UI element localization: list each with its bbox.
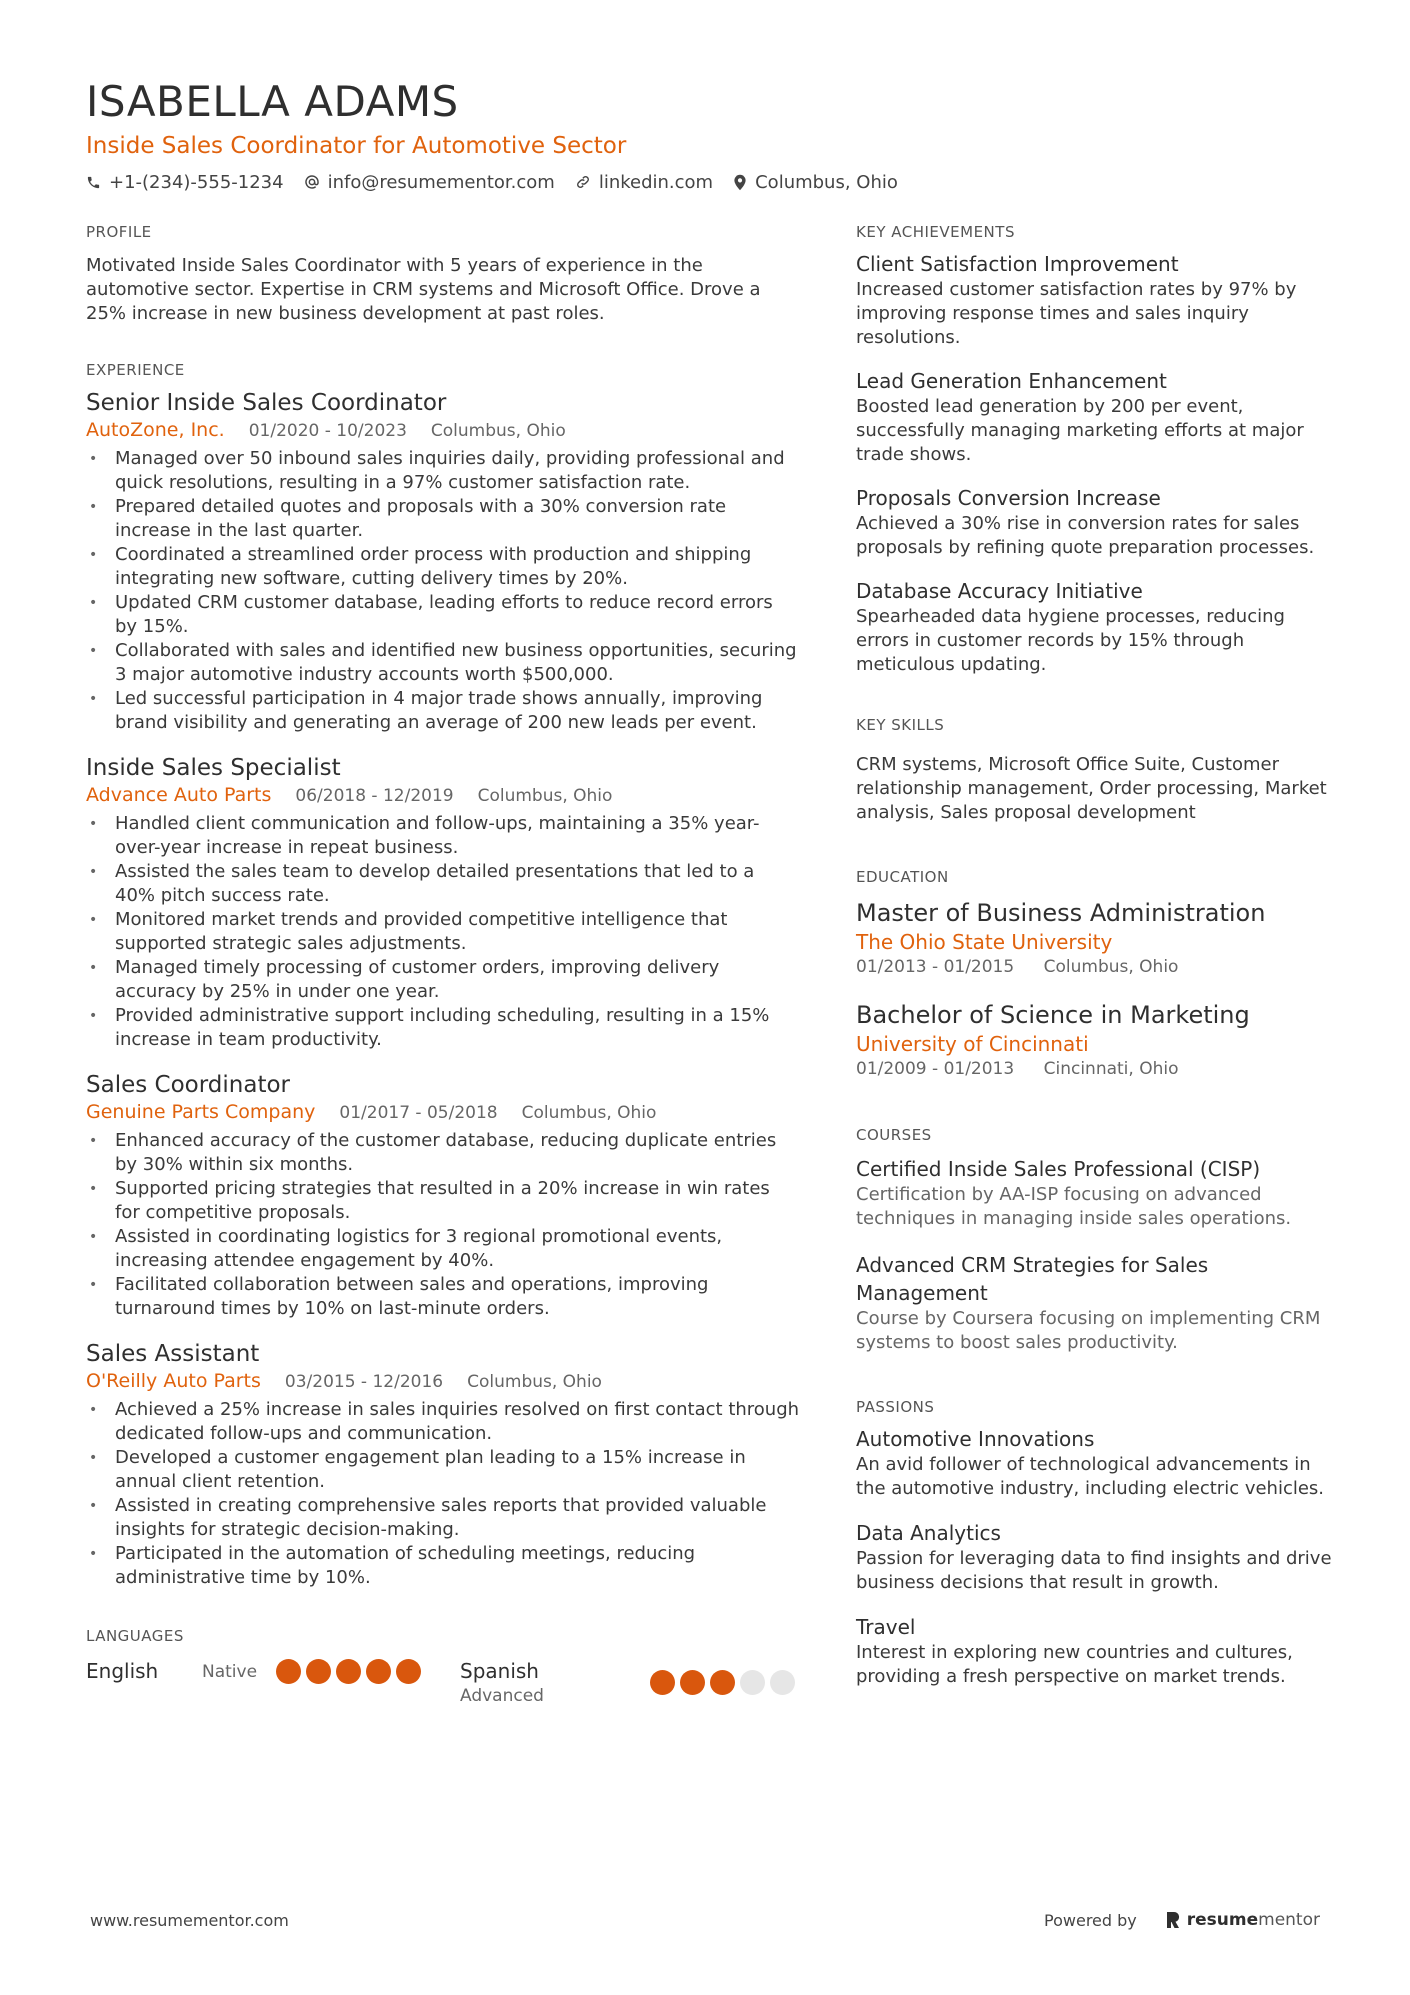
brand-rest: mentor	[1258, 1910, 1320, 1930]
experience-entry	[86, 1339, 800, 1590]
powered-by-text: Powered by	[1044, 1910, 1137, 1930]
achievement-title: Client Satisfaction Improvement	[856, 252, 1179, 276]
job-meta	[86, 1369, 800, 1394]
candidate-name: ISABELLA ADAMS	[86, 77, 459, 126]
skills-text: CRM systems, Microsoft Office Suite, Customer relationship management, Order processing, Market analysis, Sales proposal development	[856, 754, 1327, 823]
job-meta	[86, 1100, 800, 1125]
job-dates: 03/2015 - 12/2016	[284, 1372, 444, 1392]
language-name: English	[86, 1659, 159, 1683]
job-location: Columbus, Ohio	[477, 786, 613, 806]
contact-linkedin[interactable]	[575, 172, 713, 193]
passion-item	[856, 1519, 1336, 1595]
job-bullets	[86, 447, 800, 735]
job-dates: 01/2020 - 10/2023	[248, 421, 407, 441]
footer-url[interactable]: www.resumementor.com	[90, 1910, 289, 1930]
contact-phone-text: +1-(234)-555-1234	[109, 171, 284, 193]
achievement-item	[856, 250, 1336, 350]
languages-heading: LANGUAGES	[86, 1627, 184, 1645]
achievement-desc: Increased customer satisfaction rates by 97% by improving response times and sales inquiry resolutions.	[856, 279, 1297, 348]
experience-entry	[86, 388, 800, 735]
company-name: Advance Auto Parts	[86, 784, 272, 806]
school-name: University of Cincinnati	[856, 1032, 1089, 1056]
education-dates: 01/2013 - 01/2015	[856, 957, 1015, 977]
experience-entry	[86, 753, 800, 1052]
job-bullets	[86, 812, 800, 1052]
passion-desc: An avid follower of technological advancements in the automotive industry, including electric vehicles.	[856, 1454, 1325, 1499]
rating-dot-filled	[650, 1670, 675, 1695]
profile-heading: PROFILE	[86, 223, 152, 241]
languages-row	[86, 1658, 800, 1708]
left-column	[86, 222, 800, 1708]
education-heading: EDUCATION	[856, 868, 949, 886]
education-location: Columbus, Ohio	[1043, 957, 1179, 977]
language-level: Advanced	[460, 1686, 544, 1706]
degree-title: Master of Business Administration	[856, 899, 1266, 927]
job-dates: 06/2018 - 12/2019	[295, 786, 454, 806]
bullet-item: • Collaborated with sales and identified new business opportunities, securing 3 major automotive industry accounts worth $500,000.	[86, 639, 800, 687]
language-text	[460, 1658, 650, 1708]
passion-title: Automotive Innovations	[856, 1427, 1095, 1451]
contact-email-text: info@resumementor.com	[327, 171, 555, 193]
job-meta	[86, 418, 800, 443]
bullet-item: • Coordinated a streamlined order process with production and shipping integrating new software, cutting delivery times by 20%.	[86, 543, 800, 591]
language-level: Native	[202, 1662, 258, 1682]
course-item	[856, 1251, 1336, 1355]
contact-location	[733, 172, 898, 193]
experience-heading: EXPERIENCE	[86, 361, 185, 379]
company-name: O'Reilly Auto Parts	[86, 1370, 261, 1392]
phone-icon	[86, 175, 101, 190]
rating-dot-filled	[306, 1659, 331, 1684]
bullet-item: • Managed over 50 inbound sales inquiries daily, providing professional and quick resolutions, resulting in a 97% customer satisfaction rate.	[86, 447, 800, 495]
achievement-desc: Achieved a 30% rise in conversion rates for sales proposals by refining quote preparation processes.	[856, 513, 1315, 558]
job-title: Senior Inside Sales Coordinator	[86, 390, 447, 416]
language-rating	[276, 1658, 426, 1684]
link-icon	[575, 174, 591, 190]
contact-row	[86, 168, 1326, 196]
passion-desc: Interest in exploring new countries and cultures, providing a fresh perspective on market trends.	[856, 1642, 1293, 1687]
bullet-item: • Handled client communication and follow-ups, maintaining a 35% year-over-year increase in repeat business.	[86, 812, 800, 860]
bullet-item: • Assisted the sales team to develop detailed presentations that led to a 40% pitch success rate.	[86, 860, 800, 908]
powered-by	[1044, 1910, 1320, 1930]
rating-dot-empty	[740, 1670, 765, 1695]
courses-heading: COURSES	[856, 1126, 932, 1144]
achievements-section	[856, 222, 1336, 677]
bullet-item: • Provided administrative support including scheduling, resulting in a 15% increase in team productivity.	[86, 1004, 800, 1052]
experience-section	[86, 360, 800, 1590]
job-bullets	[86, 1129, 800, 1321]
language-item	[460, 1658, 800, 1708]
achievement-title: Database Accuracy Initiative	[856, 579, 1143, 603]
company-name: AutoZone, Inc.	[86, 419, 225, 441]
language-name: Spanish	[460, 1659, 539, 1683]
job-title: Sales Coordinator	[86, 1072, 290, 1098]
passions-section	[856, 1397, 1336, 1689]
bullet-item: • Assisted in coordinating logistics for 3 regional promotional events, increasing attendee engagement by 40%.	[86, 1225, 800, 1273]
contact-location-text: Columbus, Ohio	[755, 171, 898, 193]
language-text	[86, 1658, 202, 1684]
profile-text: Motivated Inside Sales Coordinator with 5 years of experience in the automotive sector. Expertise in CRM systems and Microsoft Office. Drove a 25% increase in new business development at past roles.	[86, 255, 761, 324]
bullet-item: • Developed a customer engagement plan leading to a 15% increase in annual client retention.	[86, 1446, 800, 1494]
bullet-item: • Managed timely processing of customer orders, improving delivery accuracy by 25% in under one year.	[86, 956, 800, 1004]
rating-dot-filled	[710, 1670, 735, 1695]
achievement-item	[856, 484, 1336, 560]
skills-section	[856, 715, 1336, 825]
achievement-title: Proposals Conversion Increase	[856, 486, 1161, 510]
course-desc: Certification by AA-ISP focusing on advanced techniques in managing inside sales operations.	[856, 1184, 1292, 1229]
language-item	[86, 1658, 460, 1684]
school-name: The Ohio State University	[856, 930, 1113, 954]
passion-title: Travel	[856, 1615, 916, 1639]
skills-heading: KEY SKILLS	[856, 716, 945, 734]
job-location: Columbus, Ohio	[521, 1103, 657, 1123]
bullet-item: • Supported pricing strategies that resulted in a 20% increase in win rates for competitive proposals.	[86, 1177, 800, 1225]
language-rating	[650, 1658, 800, 1695]
job-title: Sales Assistant	[86, 1341, 260, 1367]
rating-dot-filled	[396, 1659, 421, 1684]
achievement-item	[856, 367, 1336, 467]
company-name: Genuine Parts Company	[86, 1101, 316, 1123]
achievement-desc: Spearheaded data hygiene processes, reducing errors in customer records by 15% through meticulous updating.	[856, 606, 1285, 675]
education-location: Cincinnati, Ohio	[1043, 1059, 1179, 1079]
right-column	[856, 222, 1336, 1689]
bullet-item: • Participated in the automation of scheduling meetings, reducing administrative time by 10%.	[86, 1542, 800, 1590]
resumementor-logo-icon	[1165, 1911, 1181, 1929]
brand-logo[interactable]	[1165, 1910, 1320, 1930]
bullet-item: • Monitored market trends and provided competitive intelligence that supported strategic sales adjustments.	[86, 908, 800, 956]
languages-section	[86, 1626, 800, 1708]
passions-heading: PASSIONS	[856, 1398, 935, 1416]
education-meta	[856, 1057, 1336, 1081]
passion-item	[856, 1425, 1336, 1501]
job-location: Columbus, Ohio	[467, 1372, 602, 1392]
education-dates: 01/2009 - 01/2013	[856, 1059, 1015, 1079]
job-dates: 01/2017 - 05/2018	[339, 1103, 498, 1123]
bullet-item: • Achieved a 25% increase in sales inquiries resolved on first contact through dedicated follow-ups and communication.	[86, 1398, 800, 1446]
achievement-title: Lead Generation Enhancement	[856, 369, 1167, 393]
education-meta	[856, 955, 1336, 979]
candidate-title: Inside Sales Coordinator for Automotive Sector	[86, 133, 627, 159]
course-title: Advanced CRM Strategies for Sales Management	[856, 1253, 1209, 1305]
at-icon	[304, 174, 320, 190]
job-bullets	[86, 1398, 800, 1590]
passion-item	[856, 1613, 1336, 1689]
bullet-item: • Prepared detailed quotes and proposals with a 30% conversion rate increase in the last quarter.	[86, 495, 800, 543]
job-location: Columbus, Ohio	[430, 421, 566, 441]
bullet-item: • Enhanced accuracy of the customer database, reducing duplicate entries by 30% within six months.	[86, 1129, 800, 1177]
contact-linkedin-text: linkedin.com	[598, 171, 714, 193]
rating-dot-filled	[680, 1670, 705, 1695]
rating-dot-filled	[366, 1659, 391, 1684]
brand-bold: resume	[1186, 1910, 1259, 1930]
bullet-item: • Facilitated collaboration between sales and operations, improving turnaround times by 10% on last-minute orders.	[86, 1273, 800, 1321]
achievement-item	[856, 577, 1336, 677]
bullet-item: • Updated CRM customer database, leading efforts to reduce record errors by 15%.	[86, 591, 800, 639]
contact-phone[interactable]	[86, 172, 284, 193]
rating-dot-filled	[336, 1659, 361, 1684]
rating-dot-filled	[276, 1659, 301, 1684]
course-desc: Course by Coursera focusing on implementing CRM systems to boost sales productivity.	[856, 1308, 1321, 1353]
bullet-item: • Assisted in creating comprehensive sales reports that provided valuable insights for strategic decision-making.	[86, 1494, 800, 1542]
achievement-desc: Boosted lead generation by 200 per event, successfully managing marketing efforts at major trade shows.	[856, 396, 1304, 465]
job-title: Inside Sales Specialist	[86, 755, 341, 781]
course-item	[856, 1155, 1336, 1231]
degree-title: Bachelor of Science in Marketing	[856, 1001, 1250, 1029]
passion-title: Data Analytics	[856, 1521, 1001, 1545]
education-section	[856, 867, 1336, 1081]
education-item	[856, 999, 1336, 1081]
rating-dot-empty	[770, 1670, 795, 1695]
passion-desc: Passion for leveraging data to find insights and drive business decisions that result in growth.	[856, 1548, 1332, 1593]
education-item	[856, 897, 1336, 979]
bullet-item: • Led successful participation in 4 major trade shows annually, improving brand visibility and generating an average of 200 new leads per event.	[86, 687, 800, 735]
page-footer	[90, 1910, 1320, 1930]
contact-email[interactable]	[304, 172, 555, 193]
profile-section	[86, 222, 800, 326]
course-title: Certified Inside Sales Professional (CISP)	[856, 1157, 1261, 1181]
resume-header	[86, 76, 1326, 196]
location-pin-icon	[733, 174, 747, 191]
courses-section	[856, 1125, 1336, 1355]
achievements-heading: KEY ACHIEVEMENTS	[856, 223, 1015, 241]
job-meta	[86, 783, 800, 808]
experience-entry	[86, 1070, 800, 1321]
